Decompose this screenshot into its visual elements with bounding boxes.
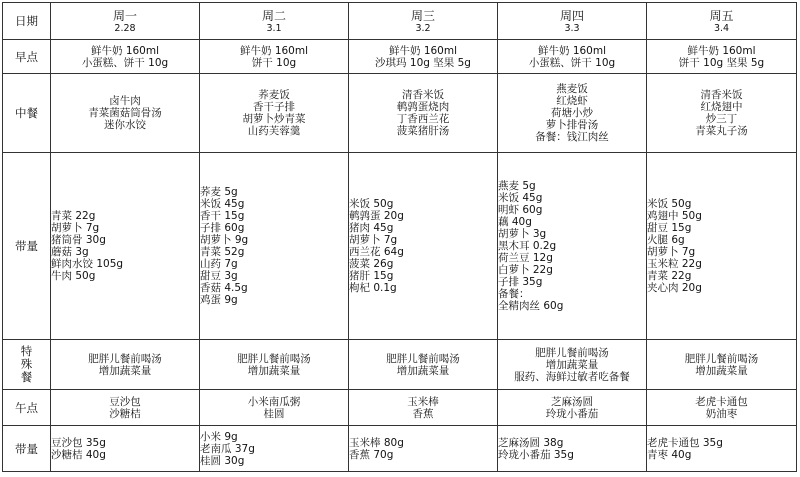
menu-line: 清香米饭 <box>700 89 743 101</box>
menu-line: 米饭 50g <box>647 198 692 210</box>
special-cell <box>498 340 647 390</box>
menu-line: 鲜牛奶 160ml <box>239 44 309 57</box>
menu-line: 夹心肉 20g <box>647 282 702 294</box>
menu-line: 蘑菇 3g <box>51 246 89 258</box>
menu-line: 肥胖儿餐前喝汤 <box>386 352 460 365</box>
snack-cell <box>349 390 498 426</box>
menu-line: 荷兰豆 12g <box>498 252 553 264</box>
lunch-cell <box>200 74 349 153</box>
menu-line: 鲜牛奶 160ml <box>687 44 756 57</box>
weekly-menu-table <box>2 2 797 472</box>
menu-line: 香蕉 70g <box>349 448 394 461</box>
menu-line: 玲珑小番茄 35g <box>498 448 574 461</box>
menu-line: 胡萝卜 3g <box>498 228 547 240</box>
menu-line: 小蛋糕、饼干 10g <box>528 56 616 69</box>
menu-line: 卤牛肉 <box>109 95 141 107</box>
menu-line: 荷塘小炒 <box>551 107 593 119</box>
menu-line: 玉米棒 80g <box>349 436 404 449</box>
day-name: 周二 <box>261 8 286 23</box>
menu-line: 荞麦 5g <box>200 186 238 198</box>
breakfast-row <box>3 40 797 74</box>
menu-line: 鹌鹑蛋 20g <box>349 210 404 222</box>
menu-line: 胡萝卜炒青菜 <box>242 113 306 125</box>
menu-line: 香干 15g <box>200 210 245 222</box>
day-name: 周三 <box>410 8 435 23</box>
lunch-quantity-cell <box>349 153 498 340</box>
menu-line: 奶油枣 <box>705 407 738 420</box>
menu-line: 青菜 22g <box>647 270 692 282</box>
menu-line: 红烧翅中 <box>700 101 743 113</box>
menu-line: 胡萝卜 9g <box>200 234 249 246</box>
menu-line: 青菜 22g <box>51 210 96 222</box>
snack-quantity-cell <box>349 426 498 472</box>
lunch-cell <box>349 74 498 153</box>
row-label-breakfast: 早点 <box>3 40 51 74</box>
menu-line: 桂圆 30g <box>200 454 245 467</box>
day-header <box>498 3 647 40</box>
day-date: 3.1 <box>266 22 282 34</box>
menu-line: 饼干 10g <box>251 56 297 69</box>
menu-line: 肥胖儿餐前喝汤 <box>684 352 759 365</box>
day-date: 2.28 <box>114 22 136 34</box>
header-row <box>3 3 797 40</box>
menu-line: 增加蔬菜量 <box>545 358 599 371</box>
menu-line: 猪筒骨 30g <box>51 234 106 246</box>
menu-line: 鲜肉水饺 105g <box>51 258 124 270</box>
snack-quantity-cell <box>51 426 200 472</box>
menu-line: 玲珑小番茄 <box>545 407 599 420</box>
menu-line: 燕麦饭 <box>556 83 588 95</box>
menu-line: 备餐：钱江肉丝 <box>535 131 609 143</box>
menu-line: 红烧虾 <box>556 95 588 107</box>
snack-cell <box>498 390 647 426</box>
lunch-quantity-row <box>3 153 797 340</box>
day-date: 3.4 <box>713 22 730 34</box>
row-label-snack: 午点 <box>3 390 51 426</box>
menu-line: 猪肝 15g <box>349 270 394 282</box>
row-label-snack-quantity: 带量 <box>3 426 51 472</box>
menu-line: 玉米棒 <box>407 395 439 408</box>
menu-line: 菠菜猪肝汤 <box>396 125 450 137</box>
breakfast-cell <box>498 40 647 74</box>
menu-line: 西兰花 64g <box>349 246 404 258</box>
day-name: 周四 <box>559 8 584 23</box>
menu-line: 迷你水饺 <box>104 119 146 131</box>
menu-line: 肥胖儿餐前喝汤 <box>88 352 162 365</box>
snack-quantity-cell <box>200 426 349 472</box>
menu-line: 鲜牛奶 160ml <box>388 44 458 57</box>
row-label-lunch-quantity: 带量 <box>3 153 51 340</box>
menu-line: 荞麦饭 <box>258 89 290 101</box>
day-header <box>349 3 498 40</box>
menu-line: 猪肉 45g <box>349 222 394 234</box>
menu-line: 子排 35g <box>498 276 543 288</box>
menu-line: 米饭 50g <box>349 198 394 210</box>
menu-line: 鲜牛奶 160ml <box>537 44 607 57</box>
day-date: 3.2 <box>415 22 431 34</box>
snack-cell <box>647 390 797 426</box>
menu-line: 备餐： <box>498 288 530 300</box>
special-meal-row <box>3 340 797 390</box>
menu-line: 山药芙蓉羹 <box>247 125 301 137</box>
special-cell <box>200 340 349 390</box>
menu-line: 甜豆 15g <box>647 222 692 234</box>
day-name: 周五 <box>709 8 734 23</box>
menu-line: 萝卜排骨汤 <box>545 119 599 131</box>
menu-line: 青枣 40g <box>647 448 692 461</box>
menu-line: 牛肉 50g <box>51 270 96 282</box>
lunch-quantity-cell <box>498 153 647 340</box>
menu-line: 老虎卡通包 35g <box>647 436 723 449</box>
menu-line: 米饭 45g <box>200 198 245 210</box>
menu-line: 菠菜 26g <box>349 258 394 270</box>
breakfast-cell <box>647 40 797 74</box>
menu-line: 米饭 45g <box>498 192 543 204</box>
menu-line: 明虾 60g <box>498 204 543 216</box>
menu-line: 沙琪玛 10g 坚果 5g <box>375 56 471 69</box>
menu-line: 清香米饭 <box>402 89 444 101</box>
snack-quantity-row <box>3 426 797 472</box>
menu-line: 桂圆 <box>263 407 285 420</box>
menu-line: 香干子排 <box>253 101 295 113</box>
special-cell <box>349 340 498 390</box>
special-cell <box>51 340 200 390</box>
day-header <box>200 3 349 40</box>
menu-line: 藕 40g <box>498 216 532 228</box>
breakfast-cell <box>349 40 498 74</box>
menu-line: 老南瓜 37g <box>200 442 255 455</box>
menu-line: 鸡蛋 9g <box>200 294 238 306</box>
breakfast-cell <box>51 40 200 74</box>
menu-line: 鹌鹑蛋烧肉 <box>396 101 450 113</box>
menu-line: 甜豆 3g <box>200 270 238 282</box>
menu-line: 丁香西兰花 <box>396 113 450 125</box>
menu-line: 黑木耳 0.2g <box>498 240 557 252</box>
menu-line: 小蛋糕、饼干 10g <box>81 56 169 69</box>
menu-line: 豆沙包 <box>109 395 141 408</box>
snack-quantity-cell <box>647 426 797 472</box>
menu-line: 增加蔬菜量 <box>247 364 301 377</box>
special-cell <box>647 340 797 390</box>
lunch-cell <box>51 74 200 153</box>
menu-line: 枸杞 0.1g <box>349 282 397 294</box>
menu-line: 沙糖桔 40g <box>51 448 106 461</box>
lunch-row <box>3 74 797 153</box>
menu-line: 胡萝卜 7g <box>51 222 100 234</box>
menu-line: 增加蔬菜量 <box>396 364 450 377</box>
menu-line: 玉米粒 22g <box>647 258 702 270</box>
day-header <box>51 3 200 40</box>
snack-row <box>3 390 797 426</box>
menu-line: 青菜 52g <box>200 246 245 258</box>
menu-line: 小米 9g <box>200 430 238 443</box>
menu-line: 饼干 10g 坚果 5g <box>678 56 765 69</box>
menu-line: 山药 7g <box>200 258 238 270</box>
row-label-special <box>3 340 51 390</box>
menu-line: 肥胖儿餐前喝汤 <box>535 346 609 359</box>
menu-line: 豆沙包 35g <box>51 436 106 449</box>
lunch-cell <box>647 74 797 153</box>
menu-line: 增加蔬菜量 <box>695 364 748 377</box>
snack-cell <box>51 390 200 426</box>
lunch-cell <box>498 74 647 153</box>
menu-line: 炒三丁 <box>705 113 738 125</box>
menu-line: 胡萝卜 7g <box>349 234 398 246</box>
menu-line: 白萝卜 22g <box>498 264 553 276</box>
menu-line: 增加蔬菜量 <box>98 364 152 377</box>
row-label-lunch: 中餐 <box>3 74 51 153</box>
menu-line: 全精肉丝 60g <box>498 300 564 312</box>
menu-line: 子排 60g <box>200 222 245 234</box>
row-label-date: 日期 <box>3 3 51 40</box>
snack-quantity-cell <box>498 426 647 472</box>
lunch-quantity-cell <box>51 153 200 340</box>
snack-cell <box>200 390 349 426</box>
menu-line: 燕麦 5g <box>498 180 536 192</box>
row-label-special-text: 特殊餐 <box>20 344 33 384</box>
menu-line: 芝麻汤圆 <box>551 395 593 408</box>
lunch-quantity-cell <box>647 153 797 340</box>
breakfast-cell <box>200 40 349 74</box>
menu-line: 青菜菌菇筒骨汤 <box>88 107 162 119</box>
menu-line: 服药、海鲜过敏者吃备餐 <box>514 370 630 383</box>
menu-line: 沙糖桔 <box>109 407 141 420</box>
day-header <box>647 3 797 40</box>
menu-line: 胡萝卜 7g <box>647 246 696 258</box>
menu-line: 鸡翅中 50g <box>647 210 702 222</box>
menu-line: 芝麻汤圆 38g <box>498 436 564 449</box>
menu-line: 青菜丸子汤 <box>695 125 748 137</box>
day-name: 周一 <box>112 8 137 23</box>
menu-line: 香菇 4.5g <box>200 282 248 294</box>
menu-line: 肥胖儿餐前喝汤 <box>237 352 311 365</box>
menu-line: 小米南瓜粥 <box>247 395 301 408</box>
day-date: 3.3 <box>564 22 580 34</box>
menu-line: 香蕉 <box>412 407 434 420</box>
menu-line: 老虎卡通包 <box>695 395 748 408</box>
menu-line: 火腿 6g <box>647 234 685 246</box>
menu-line: 鲜牛奶 160ml <box>90 44 160 57</box>
lunch-quantity-cell <box>200 153 349 340</box>
